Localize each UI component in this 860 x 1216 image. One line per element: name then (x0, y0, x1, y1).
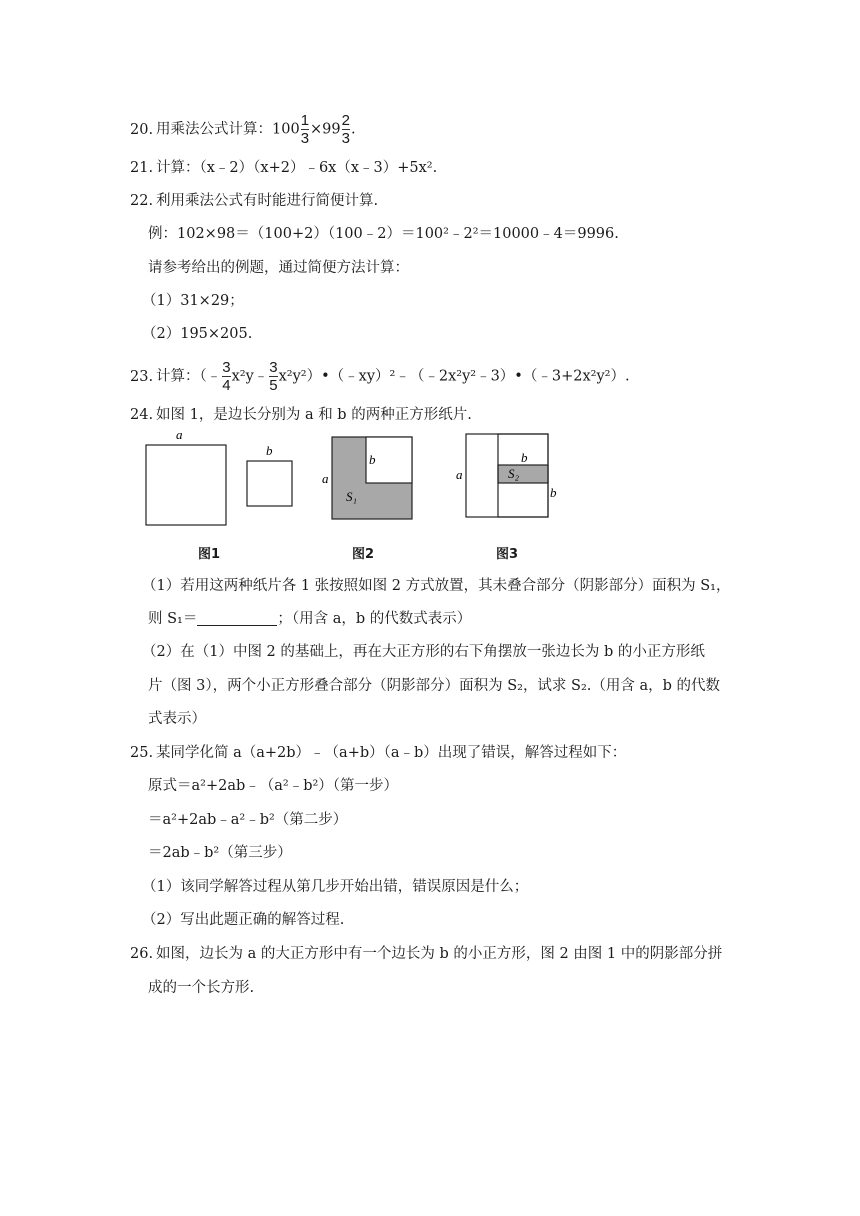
q24-part2-line3: 式表示） (148, 711, 206, 727)
fig1-small-square (247, 461, 292, 506)
fig3-overlap (498, 465, 548, 483)
fig1-label-b: b (266, 443, 273, 458)
fraction-three-fifths: $\frac{3}{5}$ (269, 359, 278, 394)
q26-line1: 26. 如图，边长为 a 的大正方形中有一个边长为 b 的小正方形，图 2 由图 1 中的阴影部分拼 (130, 946, 723, 962)
square-figures (140, 425, 570, 535)
answer-blank (197, 609, 277, 626)
fig1-big-square (146, 445, 226, 525)
q23: 23. 计算：（﹣ $\frac{3}{4}$ x²y﹣ $\frac{3}{5}$ x²y²）•（﹣xy）²﹣（﹣2x²y²﹣3）•（﹣3+2x²y²）. (130, 359, 630, 394)
q24-part2-line1: （2）在（1）中图 2 的基础上，再在大正方形的右下角摆放一张边长为 b 的小正方形纸 (142, 644, 705, 660)
q22-title: 22. 利用乘法公式有时能进行简便计算. (130, 193, 379, 209)
fig3-label-b-top: b (521, 450, 528, 465)
q22-part2: （2）195×205. (142, 326, 253, 342)
q20: 20. 用乘法公式计算：100 $\frac{1}{3}$ ×99 $\frac{2}{3}$ . (130, 112, 356, 147)
fraction-two-thirds: $\frac{2}{3}$ (341, 112, 350, 147)
fraction-one-third: $\frac{1}{3}$ (300, 112, 310, 147)
q22-example: 例：102×98＝（100+2）（100﹣2）＝100²﹣2²＝10000﹣4＝9996. (148, 226, 619, 242)
fig3-label-b-right: b (550, 485, 557, 500)
fig3-caption: 图3 (496, 547, 519, 562)
q24-title: 24. 如图 1，是边长分别为 a 和 b 的两种正方形纸片. (130, 407, 472, 423)
fig1-label-a: a (176, 427, 183, 442)
q21: 21. 计算：（x﹣2）（x+2）﹣6x（x﹣3）+5x². (130, 160, 438, 176)
q25-step2: ＝a²+2ab﹣a²﹣b²（第二步） (148, 812, 348, 828)
q24-part2-line2: 片（图 3），两个小正方形叠合部分（阴影部分）面积为 S₂，试求 S₂.（用含 a，b 的代数 (148, 678, 721, 694)
fig2-caption: 图2 (352, 547, 375, 562)
q25-part1: （1）该同学解答过程从第几步开始出错，错误原因是什么； (142, 879, 529, 895)
q25-step3: ＝2ab﹣b²（第三步） (148, 845, 292, 861)
fig2-label-b: b (369, 452, 376, 467)
q24-part1-line1: （1）若用这两种纸片各 1 张按照如图 2 方式放置，其未叠合部分（阴影部分）面积为 S₁， (142, 578, 731, 594)
fig2-label-s1: S₁ (346, 489, 358, 504)
q22-instruction: 请参考给出的例题，通过简便方法计算： (148, 260, 409, 276)
fig3-label-a: a (456, 467, 463, 482)
q25-step1: 原式＝a²+2ab﹣（a²﹣b²）（第一步） (148, 778, 399, 794)
q24-figures (140, 425, 570, 575)
q26-line2: 成的一个长方形. (148, 980, 255, 996)
q24-part1-line2: 则 S₁＝ ；（用含 a，b 的代数式表示） (148, 611, 472, 627)
fig3-label-s2: S₂ (508, 466, 520, 481)
q25-title: 25. 某同学化简 a（a+2b）﹣（a+b）（a﹣b）出现了错误，解答过程如下： (130, 745, 627, 761)
fig1-caption: 图1 (198, 547, 221, 562)
q25-part2: （2）写出此题正确的解答过程. (142, 912, 345, 928)
fraction-three-quarters: $\frac{3}{4}$ (222, 359, 231, 394)
q22-part1: （1）31×29； (142, 293, 244, 309)
fig2-label-a: a (322, 471, 329, 486)
